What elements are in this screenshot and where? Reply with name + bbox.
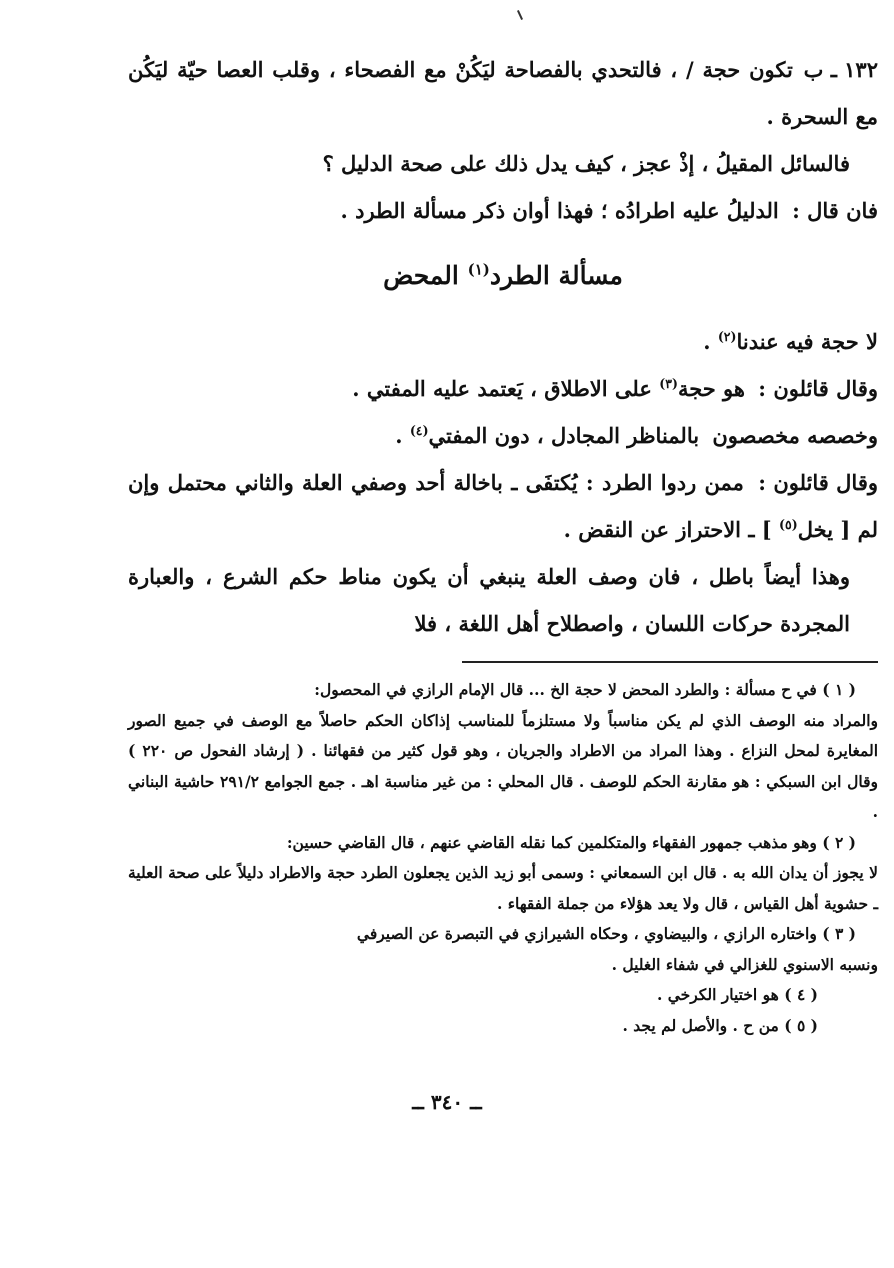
section-heading	[128, 256, 878, 296]
footnote-4: ( ٤ ) هو اختيار الكرخي .	[656, 985, 818, 1004]
paragraph-1	[128, 46, 878, 140]
section-line-4-text-a: ممن ردوا الطرد : يُكتفَى ـ باخالة أحد وصفي العلة والثاني محتمل وإن لم [ يخل	[128, 470, 878, 542]
section-line-3-lead: وخصصه مخصصون	[712, 423, 878, 448]
section-line-2-lead: وقال قائلون :	[758, 376, 878, 401]
footnote-ref-5: (٥)	[779, 517, 798, 532]
paragraph-2-text: فالسائل المقيلُ ، إذْ عجز ، كيف يدل ذلك على صحة الدليل ؟	[322, 151, 850, 176]
section-line-2-text-a: هو حجة	[677, 376, 745, 401]
section-line-3-end: .	[395, 423, 403, 448]
stray-mark	[517, 10, 523, 20]
footnote-1-first-line: ( ١ ) في ح مسألة : والطرد المحض لا حجة الخ ... قال الإمام الرازي في المحصول:	[314, 680, 856, 699]
footnote-5: ( ٥ ) من ح . والأصل لم يجد .	[622, 1015, 818, 1035]
section-line-2	[128, 365, 878, 412]
footnote-1-body: والمراد منه الوصف الذي لم يكن مناسباً ولا مستلزماً للمناسب إذاكان الحكم حاصلاً مع الوصف في جميع الصور المغايرة لمحل النزاع . وهذا المراد من الاطراد والجريان ، وهو قول كثير من فقهائنا . ( إرشاد الفحول ص ٢٢٠ ) وقال ابن السبكي : هو مقارنة الحكم للوصف . قال المحلي : من غير مناسبة اهـ . جمع الجوامع ٢٩١/٢ حاشية البناني .	[128, 710, 879, 821]
section-line-4-lead: وقال قائلون :	[758, 470, 878, 495]
footnote-3-first-line: ( ٣ ) واختاره الرازي ، والبيضاوي ، وحكاه الشيرازي في التبصرة عن الصيرفي	[356, 924, 856, 943]
footnote-2-body: لا يجوز أن يدان الله به . قال ابن السمعاني : وسمى أبو زيد الذين يجعلون الطرد حجة والاطراد دليلاً على صحة العلية ـ حشوية أهل القياس ، قال ولا يعد هؤلاء من جملة الفقهاء .	[128, 863, 878, 913]
footnote-ref-2: (٢)	[717, 329, 737, 344]
section-line-5	[128, 553, 878, 647]
page-content	[128, 46, 878, 1041]
footnote-ref-4: (٤)	[409, 423, 429, 438]
heading-text-a: مسألة الطرد	[489, 261, 623, 290]
paragraph-3-lead: فان قال :	[792, 198, 878, 223]
paragraph-1-text: تكون حجة / ، فالتحدي بالفصاحة ليَكُنْ مع الفصحاء ، وقلب العصا حيّة ليَكُن مع السحرة .	[128, 57, 878, 129]
section-line-4	[128, 459, 878, 553]
section-line-5-text: وهذا أيضاً باطل ، فان وصف العلة ينبغي أن يكون مناط حكم الشرع ، والعبارة المجردة حركات اللسان ، واصطلاح أهل اللغة ، فلا	[128, 564, 850, 636]
main-text	[128, 46, 878, 647]
footnote-ref-3: (٣)	[659, 376, 678, 391]
section-line-3	[128, 412, 878, 459]
heading-footnote-ref: (١)	[467, 260, 490, 279]
heading-text-b: المحض	[383, 261, 459, 290]
section-line-2-text-b: على الاطلاق ، يَعتمد عليه المفتي .	[352, 376, 652, 401]
paragraph-3-text: الدليلُ عليه اطرادُه ؛ فهذا أوان ذكر مسألة الطرد .	[340, 198, 779, 223]
page-number: ــ ٣٤٠ ــ	[412, 1090, 482, 1114]
section-line-3-text: بالمناظر المجادل ، دون المفتي	[428, 423, 700, 448]
folio-marker: ١٣٢ ـ ب	[803, 57, 878, 82]
section-line-4-text-b: ] ـ الاحتراز عن النقض .	[563, 517, 772, 542]
section-line-1-end: .	[703, 329, 711, 354]
footnotes	[128, 675, 878, 1041]
footnote-divider	[462, 661, 878, 663]
paragraph-2	[128, 140, 878, 187]
footnote-3-body: ونسبه الاسنوي للغزالي في شفاء الغليل .	[611, 954, 878, 974]
section-line-1-text: لا حجة فيه عندنا	[736, 329, 878, 354]
section-line-1	[128, 318, 878, 365]
footnote-2-first-line: ( ٢ ) وهو مذهب جمهور الفقهاء والمتكلمين كما نقله القاضي عنهم ، قال القاضي حسين:	[286, 832, 856, 852]
paragraph-3	[128, 187, 878, 234]
